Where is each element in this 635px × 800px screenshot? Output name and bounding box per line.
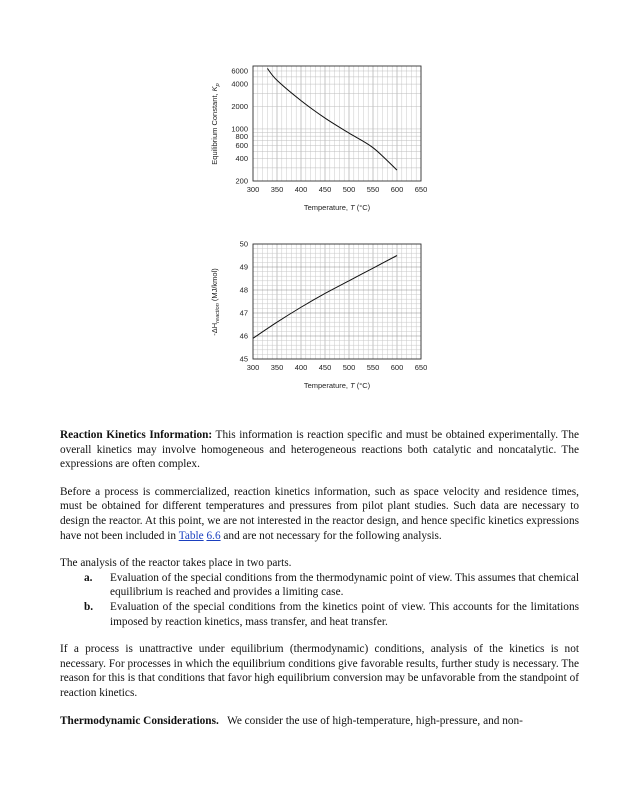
list-item: a. Evaluation of the special conditions from the thermodynamic point of view. This assumes that chemical equilibrium is reached and provides a limiting case. <box>84 571 579 599</box>
y-tick-label: 50 <box>239 239 248 249</box>
x-tick-label: 300 <box>246 363 260 372</box>
y-tick-label: 47 <box>239 308 248 318</box>
y-tick-label: 4000 <box>231 79 248 89</box>
list-marker: b. <box>84 600 94 613</box>
y-tick-label: 48 <box>239 285 248 295</box>
tick-labels <box>240 240 428 372</box>
x-axis-label: Temperature, T (°C) <box>303 381 371 390</box>
x-tick-label: 400 <box>294 185 308 194</box>
y-tick-label: 6000 <box>231 66 248 76</box>
x-tick-label: 400 <box>294 363 308 372</box>
chart-grid <box>253 244 421 359</box>
tick-labels <box>231 67 427 194</box>
plot-frame <box>253 244 421 359</box>
y-tick-label: 600 <box>235 141 248 151</box>
x-tick-label: 350 <box>270 363 284 372</box>
table-link[interactable]: Table <box>178 529 204 542</box>
x-axis-label: Temperature, T (°C) <box>303 203 371 212</box>
y-tick-label: 49 <box>239 262 248 272</box>
y-tick-label: 1000 <box>231 124 248 134</box>
x-tick-label: 650 <box>414 363 428 372</box>
paragraph-equilibrium: If a process is unattractive under equilibrium (thermodynamic) conditions, analysis of the kinetics is not necessary. For processes in which the equilibrium conditions give favorable results, further study is necessary. The reason for this is that conditions that favor high equilibrium conversion may be unfavorable from the standpoint of reaction kinetics. <box>60 643 579 699</box>
paragraph-analysis-intro: The analysis of the reactor takes place in two parts. <box>60 557 292 570</box>
table-number-link[interactable]: 6.6 <box>206 529 221 542</box>
list-marker: a. <box>84 571 93 584</box>
equilibrium-constant-chart <box>0 58 635 218</box>
x-tick-label: 550 <box>366 185 380 194</box>
x-tick-label: 600 <box>390 185 404 194</box>
x-tick-label: 600 <box>390 363 404 372</box>
heat-of-reaction-chart <box>0 236 635 394</box>
x-tick-label: 350 <box>270 185 284 194</box>
y-tick-label: 2000 <box>231 102 248 112</box>
paragraph-heading: Thermodynamic Considerations. <box>60 714 219 727</box>
paragraph-commercialization: Before a process is commercialized, reaction kinetics information, such as space velocity and residence times, must be obtained for different temperatures and pressures from pilot plant studies. Such data are necessary to design the reactor. At this point, we are not interested in the reactor design, and hence specific kinetics expressions have not been included in Table 6.6 and are not necessary for the following analysis. <box>60 485 579 542</box>
y-axis-label: Equilibrium Constant, $K_p$ <box>210 83 221 165</box>
paragraph-thermodynamic: Thermodynamic Considerations. We consider the use of high-temperature, high-pressure, and non- <box>60 714 523 727</box>
y-tick-label: 46 <box>239 331 248 341</box>
x-tick-label: 450 <box>318 185 332 194</box>
paragraph-reaction-kinetics: Reaction Kinetics Information: This information is reaction specific and must be obtained experimentally. The overall kinetics may involve homogeneous and heterogeneous reactions both catalytic and noncatalytic. The expressions are often complex. <box>60 429 579 471</box>
x-tick-label: 550 <box>366 363 380 372</box>
y-tick-label: 800 <box>235 131 248 141</box>
x-tick-label: 450 <box>318 363 332 372</box>
x-tick-label: 500 <box>342 363 356 372</box>
y-tick-label: 400 <box>235 154 248 164</box>
paragraph-heading: Reaction Kinetics Information: <box>60 429 213 441</box>
y-tick-label: 45 <box>239 354 248 364</box>
body-text <box>60 428 579 741</box>
x-tick-label: 300 <box>246 185 260 194</box>
plot-frame <box>253 66 421 181</box>
list-item: b. Evaluation of the special conditions from the kinetics point of view. This accounts for the limitations imposed by reaction kinetics, mass transfer, and heat transfer. <box>84 600 579 628</box>
equilibrium-constant-svg <box>0 58 635 218</box>
y-axis-label: $-\Delta H_{reaction}$ (MJ/kmol) <box>210 268 221 336</box>
analysis-parts-list <box>60 571 579 629</box>
x-tick-label: 650 <box>414 185 428 194</box>
x-tick-label: 500 <box>342 185 356 194</box>
y-tick-label: 200 <box>235 176 248 186</box>
chart-grid <box>253 66 421 181</box>
heat-of-reaction-svg <box>0 236 635 394</box>
